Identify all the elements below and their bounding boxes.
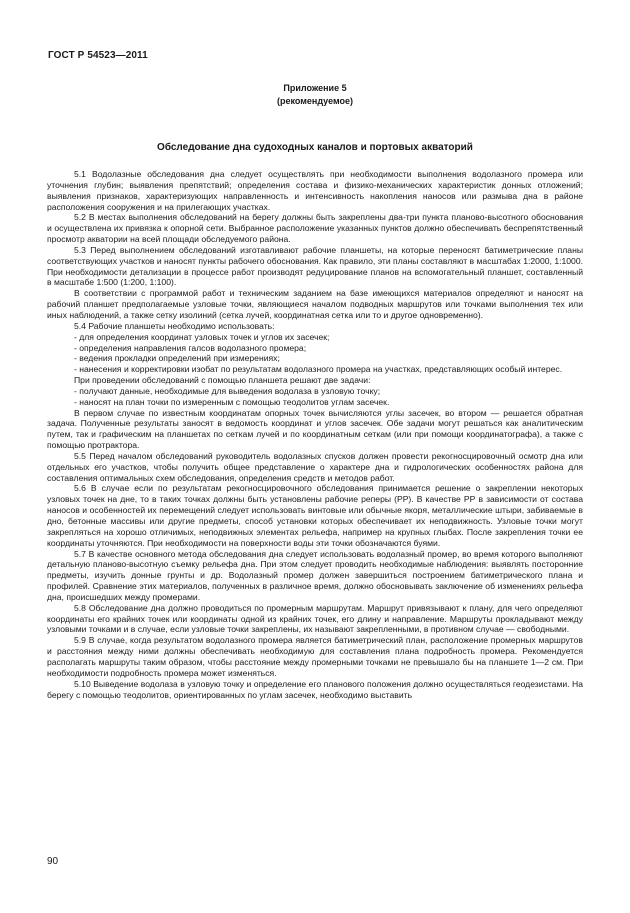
list-item: - определения направления галсов водолазного промера; xyxy=(74,342,307,353)
list-item: - для определения координат узловых точек и углов их засечек; xyxy=(74,331,330,342)
standard-header: ГОСТ Р 54523—2011 xyxy=(48,50,148,61)
paragraph-5-5: 5.5 Перед началом обследований руководитель водолазных спусков должен провести рекогносцировочный осмотр дна или отдельных его участков, чтобы получить общее представление о характере дна и гидрологических особенностях района для составления оптимальных схем обследования, определения средств и методов работ. xyxy=(47,450,583,483)
paragraph-5-3: 5.3 Перед выполнением обследований изготавливают рабочие планшеты, на которые переносят батиметрические планы соответствующих участков и наносят пункты рабочего обоснования. Как правило, эти планы составляют в масштабах 1:2000, 1:1000. При необходимости детализации в процессе работ производят редуцирование планов на вспомогательный планшет, составленный в масштабе 1:500 (1:200, 1:100). xyxy=(47,244,583,288)
paragraph-5-3-cont: В соответствии с программой работ и техническим заданием на базе имеющихся материалов определяют и наносят на рабочий планшет предполагаемые узловые точки, являющиеся началом подводных маршрутов или точками выполнения тех или иных наблюдений, а также сетку изолиний (сетка лучей, координатная сетка или то и другое одновременно). xyxy=(47,288,583,320)
paragraph-tasks: При проведении обследований с помощью планшета решают две задачи: xyxy=(74,375,371,386)
section-title: Обследование дна судоходных каналов и портовых акваторий xyxy=(157,142,473,153)
paragraph-5-1: 5.1 Водолазные обследования дна следует осуществлять при необходимости выполнения водолазного промера или уточнения глубин; выявления препятствий; определения состава и физико-механических характеристик донных отложений; выявления признаков, характеризующих направленность и интенсивность накопления наносов или размыва дна в районе расположения сооружения и на прилегающих участках. xyxy=(47,169,583,212)
list-item: - нанесения и корректировки изобат по результатам водолазного промера на участках, представляющих особый интерес. xyxy=(74,364,563,375)
paragraph-5-9: 5.9 В случае, когда результатом водолазного промера является батиметрический план, расположение промерных маршрутов и расстояния между ними должны обеспечивать необходимую для составления плана подробность промера. Рекомендуется располагать маршруты таким образом, чтобы расстояние между промерными точками не превышало бы на планшете 1—2 см. При необходимости подробность промера может изменяться. xyxy=(47,635,583,678)
paragraph-5-8: 5.8 Обследование дна должно проводиться по промерным маршрутам. Маршрут привязывают к плану, для чего определяют координаты его крайних точек или координаты одной из крайних точек, его длину и направление. Маршруты прокладывают между узловыми точками и в случае, если узловые точки закреплены, их называют закрепленными, в противном случае — свободными. xyxy=(47,602,583,635)
paragraph-5-10: 5.10 Выведение водолаза в узловую точку и определение его планового положения должно осуществляться геодезистами. На берегу с помощью теодолитов, ориентированных по углам засечек, необходимо выставить xyxy=(47,678,583,700)
page-number: 90 xyxy=(47,856,59,867)
list-item: - наносят на план точки по измеренным с помощью теодолитов углам засечек. xyxy=(74,396,390,407)
appendix-status: (рекомендуемое) xyxy=(277,96,353,106)
paragraph-5-2: 5.2 В местах выполнения обследований на берегу должны быть закреплены два-три пункта планово-высотного обоснования и осуществлена их привязка к опорной сети. Выбранное расположение указанных пунктов должно обеспечивать беспрепятственный просмотр акватории на всей площади обследуемого района. xyxy=(47,212,583,245)
body-text xyxy=(47,169,583,700)
paragraph-5-6: 5.6 В случае если по результатам рекогносцировочного обследования принимается решение о закреплении некоторых узловых точек на дне, то в таких точках должны быть установлены рабочие реперы (РР). В качестве РР в зависимости от состава наносов и особенностей их перемещений следует использовать винтовые или обычные якоря, металлические штыри, забиваемые в дно, бетонные массивы или другие предметы, способ установки которых обеспечивает их неподвижность. Узловые точки могут закрепляться на хорошо отличимых, неподвижных элементах рельефа, например на крупных глыбах. После закрепления точки ее координаты уточняются. При необходимости на поверхности воды эти точки обозначаются буями. xyxy=(47,483,583,548)
paragraph-first-case: В первом случае по известным координатам опорных точек вычисляются углы засечек, во втором — решается обратная задача. Полученные результаты заносят в ведомость координат и углов засечек. Обе задачи могут решаться как аналитическим путем, так и графическим на планшетах по сеткам лучей и по координатным сеткам (или при помощи координатографа), а также с помощью протрактора. xyxy=(47,407,583,451)
paragraph-5-4: 5.4 Рабочие планшеты необходимо использовать: xyxy=(74,320,275,331)
appendix-number: Приложение 5 xyxy=(283,83,347,93)
list-item: - ведения прокладки определений при измерениях; xyxy=(74,353,280,364)
paragraph-5-7: 5.7 В качестве основного метода обследования дна следует использовать водолазный промер, во время которого выполняют детальную планово-высотную съемку рельефа дна. При этом следует проводить необходимые наблюдения: выявлять посторонние предметы, изучить донные грунты и др. Водолазный промер должен завершиться построением батиметрического плана и профилей. Сравнение этих материалов, полученных в различное время, должно обосновывать заключение об изменениях рельефа дна, происшедших между промерами. xyxy=(47,548,583,602)
list-item: - получают данные, необходимые для выведения водолаза в узловую точку; xyxy=(74,385,381,396)
